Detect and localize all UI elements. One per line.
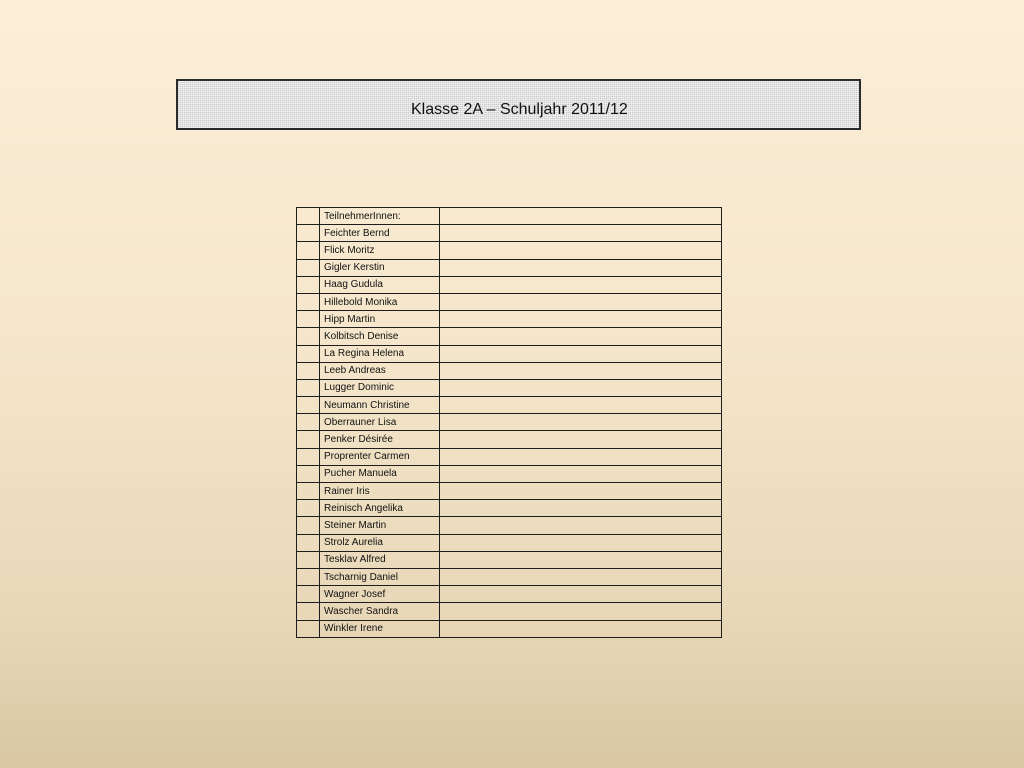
notes-cell [440,603,722,620]
participant-name: Feichter Bernd [320,225,440,242]
table-row [297,517,722,534]
number-cell [297,534,320,551]
participant-name: Oberrauner Lisa [320,414,440,431]
table-row [297,568,722,585]
table-row [297,362,722,379]
table-row [297,620,722,637]
participant-name: Proprenter Carmen [320,448,440,465]
notes-cell [440,208,722,225]
participant-name: Tscharnig Daniel [320,568,440,585]
table-row [297,293,722,310]
participant-name: Reinisch Angelika [320,500,440,517]
number-cell [297,208,320,225]
participant-name: Haag Gudula [320,276,440,293]
table-row [297,242,722,259]
number-cell [297,311,320,328]
table-row [297,431,722,448]
notes-cell [440,517,722,534]
number-cell [297,259,320,276]
table-row [297,276,722,293]
table-row [297,483,722,500]
participants-table [296,207,722,638]
participant-name: La Regina Helena [320,345,440,362]
table-row [297,586,722,603]
participants-table-body [297,208,722,638]
participant-name: Gigler Kerstin [320,259,440,276]
table-row [297,225,722,242]
notes-cell [440,414,722,431]
number-cell [297,414,320,431]
notes-cell [440,465,722,482]
notes-cell [440,242,722,259]
participant-name: Winkler Irene [320,620,440,637]
notes-cell [440,397,722,414]
participant-name: Strolz Aurelia [320,534,440,551]
table-row [297,465,722,482]
notes-cell [440,276,722,293]
participant-name: Kolbitsch Denise [320,328,440,345]
notes-cell [440,448,722,465]
table-row [297,345,722,362]
number-cell [297,345,320,362]
number-cell [297,483,320,500]
number-cell [297,465,320,482]
participant-name: Penker Désirée [320,431,440,448]
notes-cell [440,483,722,500]
participant-name: Flick Moritz [320,242,440,259]
number-cell [297,603,320,620]
notes-cell [440,431,722,448]
number-cell [297,448,320,465]
number-cell [297,328,320,345]
page-title: Klasse 2A – Schuljahr 2011/12 [411,101,628,118]
table-row [297,414,722,431]
table-row [297,448,722,465]
notes-cell [440,362,722,379]
number-cell [297,620,320,637]
notes-cell [440,311,722,328]
notes-cell [440,551,722,568]
number-cell [297,276,320,293]
table-row [297,397,722,414]
participant-name: Leeb Andreas [320,362,440,379]
table-row [297,379,722,396]
notes-cell [440,293,722,310]
table-header-row [297,208,722,225]
notes-cell [440,345,722,362]
notes-cell [440,328,722,345]
number-cell [297,379,320,396]
notes-cell [440,379,722,396]
table-row [297,551,722,568]
notes-cell [440,500,722,517]
notes-cell [440,259,722,276]
participant-name: Steiner Martin [320,517,440,534]
number-cell [297,397,320,414]
table-row [297,328,722,345]
number-cell [297,568,320,585]
table-row [297,534,722,551]
notes-cell [440,620,722,637]
participants-header: TeilnehmerInnen: [320,208,440,225]
participant-name: Neumann Christine [320,397,440,414]
participant-name: Tesklav Alfred [320,551,440,568]
number-cell [297,551,320,568]
table-row [297,311,722,328]
notes-cell [440,534,722,551]
table-row [297,603,722,620]
participant-name: Pucher Manuela [320,465,440,482]
number-cell [297,500,320,517]
number-cell [297,242,320,259]
number-cell [297,293,320,310]
participant-name: Hillebold Monika [320,293,440,310]
participant-name: Hipp Martin [320,311,440,328]
notes-cell [440,225,722,242]
participant-name: Wagner Josef [320,586,440,603]
participant-name: Wascher Sandra [320,603,440,620]
number-cell [297,586,320,603]
number-cell [297,517,320,534]
table-row [297,500,722,517]
number-cell [297,362,320,379]
participant-name: Lugger Dominic [320,379,440,396]
table-row [297,259,722,276]
number-cell [297,225,320,242]
notes-cell [440,568,722,585]
title-banner [176,79,861,130]
notes-cell [440,586,722,603]
number-cell [297,431,320,448]
participant-name: Rainer Iris [320,483,440,500]
